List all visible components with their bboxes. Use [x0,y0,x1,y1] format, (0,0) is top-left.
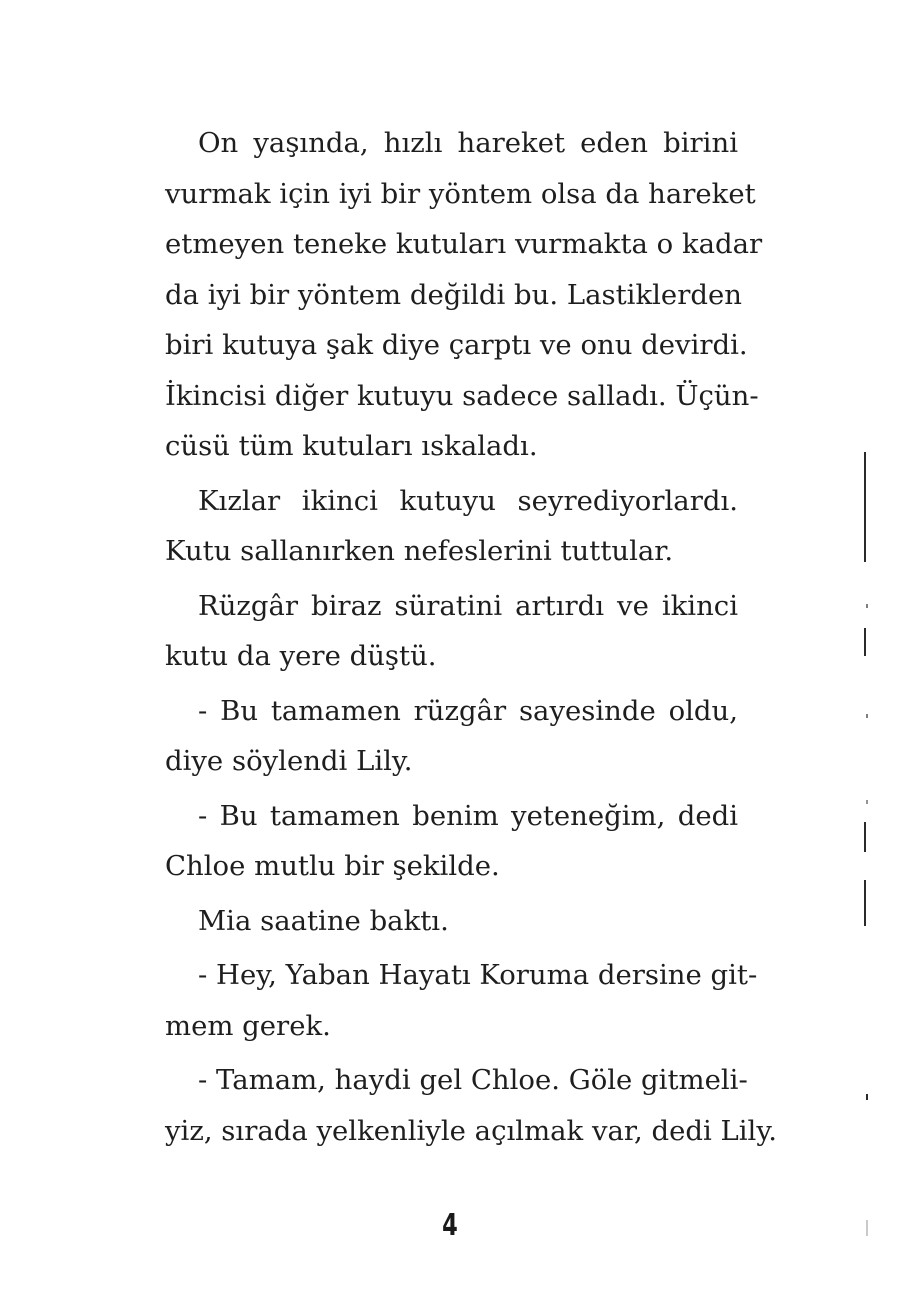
dialogue-line: - Bu tamamen benim yeteneğim, dedi [198,799,738,832]
dialogue-line: - Bu tamamen rüzgâr sayesinde oldu, [198,694,738,727]
paragraph [165,896,738,947]
text-line: İkincisi diğer kutuyu sadece salladı. Üçün- [165,379,759,412]
paragraph [165,118,763,472]
scan-edge-mark [866,1094,868,1100]
text-line: biri kutuya şak diye çarptı ve onu devirdi. [165,329,748,361]
page-number: 4 [442,1208,458,1243]
paragraph [165,476,738,577]
text-line: Kutu sallanırken nefeslerini tuttular. [165,535,674,567]
dialogue-line: Chloe mutlu bir şekilde. [165,850,500,882]
paragraph [165,950,758,1051]
scan-edge-mark [866,714,868,718]
text-line: On yaşında, hızlı hareket eden birini [198,127,738,159]
scan-edge-mark [866,1220,868,1236]
text-line: cüsü tüm kutuları ıskaladı. [165,430,538,462]
dialogue-line: diye söylendi Lily. [165,745,413,777]
text-line: kutu da yere düştü. [165,640,437,672]
text-line: da iyi bir yöntem değildi bu. Lastiklerden [165,278,742,311]
text-line: vurmak için iyi bir yöntem olsa da hareket [165,177,756,210]
scan-edge-mark [866,604,868,608]
text-line: Kızlar ikinci kutuyu seyrediyorlardı. [198,484,738,517]
body-text [165,118,777,1160]
paragraph [165,686,738,787]
dialogue-line: - Tamam, haydi gel Chloe. Göle gitmeli- [198,1064,748,1096]
scan-edge-mark [864,452,866,562]
scan-edge-mark [864,628,866,656]
paragraph [165,1055,777,1156]
dialogue-line: yiz, sırada yelkenliyle açılmak var, dedi Lily. [165,1114,777,1147]
dialogue-line: mem gerek. [165,1009,331,1042]
text-line: Mia saatine baktı. [198,904,449,937]
scan-edge-mark [864,822,866,852]
text-line: Rüzgâr biraz süratini artırdı ve ikinci [198,589,738,622]
dialogue-line: - Hey, Yaban Hayatı Koruma dersine git- [198,959,758,991]
scan-edge-mark [864,880,866,926]
scan-edge-mark [866,800,868,804]
text-line: etmeyen teneke kutuları vurmakta o kadar [165,228,763,260]
paragraph [165,791,738,892]
paragraph [165,581,738,682]
